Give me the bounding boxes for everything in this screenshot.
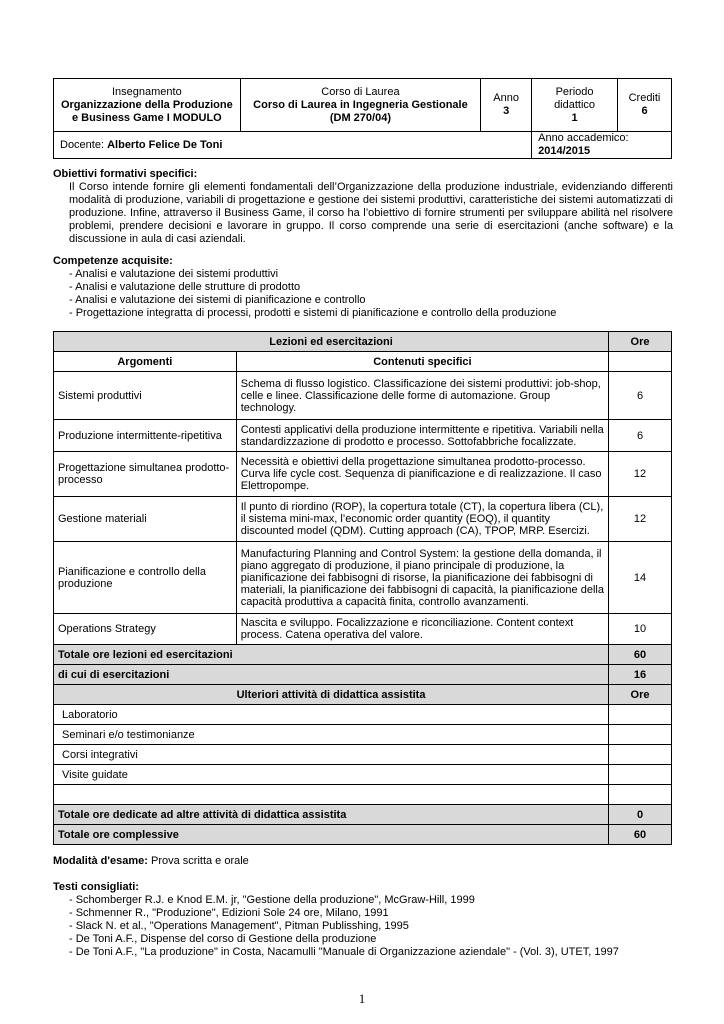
anno-accademico-label: Anno accademico: — [538, 132, 629, 144]
anno-value: 3 — [503, 105, 510, 117]
competenze-item: - Analisi e valutazione delle strutture di prodotto — [69, 281, 301, 293]
competenze-item: - Progettazione integratta di processi, prodotti e sistemi di pianificazione e controllo della produzione — [69, 307, 557, 319]
esame-label: Modalità d'esame: — [53, 855, 148, 867]
attivita-label: Visite guidate — [54, 765, 609, 785]
insegnamento-label: Insegnamento — [111, 85, 182, 98]
corso-value-line1: Corso di Laurea in Ingegneria Gestionale — [253, 98, 468, 111]
testi-section — [53, 881, 673, 959]
crediti-cell — [618, 79, 672, 132]
table-row — [54, 705, 672, 725]
testo-item: - Slack N. et al., "Operations Management", Pitman Publisshing, 1995 — [69, 920, 409, 932]
argomento-cell: Sistemi produttivi — [54, 372, 237, 420]
ulteriori-header-title: Ulteriori attività di didattica assistita — [54, 685, 609, 705]
table-row — [54, 452, 672, 497]
esame-section — [53, 855, 673, 868]
obiettivi-text: Il Corso intende fornire gli elementi fondamentali dell’Organizzazione della produzione industriale, evidenziando differenti modalità di produzione, variabili di progettazione e gestione dei sistemi produttivi, caratteristiche dei sistemi automatizzati di produzione. Infine, attraverso il Business Game, il corso ha l’obiettivo di fornire strumenti per sviluppare abilità nel risolvere problemi, prendere decisioni e lavorare in gruppo. Il corso comprende una serie di esercitazioni (anche software) e la discussione in aula di casi aziendali. — [69, 181, 673, 245]
table-row — [54, 497, 672, 542]
table-row — [54, 542, 672, 614]
periodo-label-line2: didattico — [554, 98, 596, 111]
contenuto-cell: Nascita e sviluppo. Focalizzazione e riconciliazione. Content context process. Catena operativa del valore. — [236, 614, 608, 645]
esame-value: Prova scritta e orale — [150, 855, 249, 867]
argomento-cell: Produzione intermittente-ripetitiva — [54, 420, 237, 452]
insegnamento-value-line1: Organizzazione della Produzione — [60, 98, 233, 111]
totale-complessive-row — [54, 825, 672, 845]
argomento-cell: Pianificazione e controllo della produzione — [54, 542, 237, 614]
anno-cell — [481, 79, 532, 132]
contenuto-cell: Manufacturing Planning and Control System: la gestione della domanda, il piano aggregato di produzione, il piano principale di produzione, la pianificazione dei fabbisogni di risorse, la pianificazione dei fabbisogni di materiali, la pianificazione dei fabbisogni di capacità, la pianificazione della capacità produttiva a capacità finita, controllo avanzamenti. — [236, 542, 608, 614]
competenze-section — [53, 255, 673, 320]
table-row — [54, 745, 672, 765]
col-contenuti: Contenuti specifici — [236, 352, 608, 372]
ore-cell: 10 — [609, 614, 672, 645]
lezioni-header-title: Lezioni ed esercitazioni — [54, 332, 609, 352]
competenze-item: - Analisi e valutazione dei sistemi produttivi — [69, 268, 279, 280]
totale-altre-row — [54, 805, 672, 825]
page-number: 1 — [358, 991, 366, 1006]
corso-value-line2: (DM 270/04) — [329, 111, 391, 124]
attivita-label: Seminari e/o testimonianze — [54, 725, 609, 745]
attivita-label: Laboratorio — [54, 705, 609, 725]
insegnamento-value-line2: e Business Game I MODULO — [71, 111, 222, 124]
contenuto-cell: Schema di flusso logistico. Classificazione dei sistemi produttivi: job-shop, celle e linee. Classificazione delle forme di automazione. Group technology. — [236, 372, 608, 420]
ore-cell: 12 — [609, 452, 672, 497]
docente-value: Alberto Felice De Toni — [107, 138, 223, 151]
competenze-title: Competenze acquisite: — [53, 255, 173, 267]
attivita-label — [54, 785, 609, 805]
totale-altre-value: 0 — [609, 805, 672, 825]
corso-label: Corso di Laurea — [321, 85, 400, 98]
anno-accademico-cell — [532, 132, 672, 159]
col-argomenti: Argomenti — [54, 352, 237, 372]
periodo-value: 1 — [571, 111, 578, 124]
ulteriori-header-row — [54, 685, 672, 705]
testo-item: - De Toni A.F., "La produzione" in Costa, Nacamulli "Manuale di Organizzazione aziendale" - (Vol. 3), UTET, 1997 — [69, 946, 619, 958]
esercitazioni-value: 16 — [609, 665, 672, 685]
totale-complessive-value: 60 — [609, 825, 672, 845]
argomento-cell: Operations Strategy — [54, 614, 237, 645]
competenze-item: - Analisi e valutazione dei sistemi di pianificazione e controllo — [69, 294, 366, 306]
docente-cell — [54, 132, 532, 159]
ore-cell: 12 — [609, 497, 672, 542]
periodo-label-line1: Periodo — [555, 85, 594, 98]
periodo-cell — [532, 79, 618, 132]
totale-lezioni-value: 60 — [609, 645, 672, 665]
obiettivi-section — [53, 168, 673, 246]
table-row — [54, 785, 672, 805]
contenuto-cell: Necessità e obiettivi della progettazione simultanea prodotto-processo. Curva life cycle cost. Sequenza di pianificazione e di realizzazione. Il caso Elettropompe. — [236, 452, 608, 497]
totale-altre-label: Totale ore dedicate ad altre attività di didattica assistita — [54, 805, 609, 825]
esercitazioni-row — [54, 665, 672, 685]
totale-lezioni-row — [54, 645, 672, 665]
argomento-cell: Gestione materiali — [54, 497, 237, 542]
ore-cell: 14 — [609, 542, 672, 614]
table-row — [54, 614, 672, 645]
corso-cell — [240, 79, 480, 132]
contenuto-cell: Contesti applicativi della produzione intermittente e ripetitiva. Variabili nella standardizzazione di prodotto e processo. Sottofabbriche focalizzate. — [236, 420, 608, 452]
anno-accademico-value: 2014/2015 — [538, 145, 591, 157]
attivita-label: Corsi integrativi — [54, 745, 609, 765]
totale-complessive-label: Totale ore complessive — [54, 825, 609, 845]
insegnamento-cell — [54, 79, 241, 132]
course-header-table — [53, 78, 672, 159]
contenuto-cell: Il punto di riordino (ROP), la copertura totale (CT), la copertura libera (CL), il sistema mini-max, l’economic order quantity (EOQ), il quantity discounted model (QDM). Cutting approach (CA), TPOP, MRP. Esercizi. — [236, 497, 608, 542]
testo-item: - De Toni A.F., Dispense del corso di Gestione della produzione — [69, 933, 377, 945]
crediti-value: 6 — [641, 105, 648, 117]
ore-cell: 6 — [609, 420, 672, 452]
totale-lezioni-label: Totale ore lezioni ed esercitazioni — [54, 645, 609, 665]
ore-cell: 6 — [609, 372, 672, 420]
lezioni-table — [53, 331, 672, 845]
anno-label: Anno — [493, 92, 519, 104]
table-row — [54, 420, 672, 452]
table-row — [54, 725, 672, 745]
argomento-cell: Progettazione simultanea prodotto-processo — [54, 452, 237, 497]
esercitazioni-label: di cui di esercitazioni — [54, 665, 609, 685]
obiettivi-title: Obiettivi formativi specifici: — [53, 168, 198, 180]
ulteriori-header-ore: Ore — [609, 685, 672, 705]
table-row — [54, 765, 672, 785]
docente-label: Docente: — [60, 138, 105, 151]
testi-title: Testi consigliati: — [53, 881, 139, 893]
testo-item: - Schmenner R., "Produzione", Edizioni Sole 24 ore, Milano, 1991 — [69, 907, 389, 919]
crediti-label: Crediti — [628, 92, 661, 104]
testo-item: - Schomberger R.J. e Knod E.M. jr, "Gestione della produzione", McGraw-Hill, 1999 — [69, 894, 475, 906]
table-row — [54, 372, 672, 420]
lezioni-header-ore: Ore — [609, 332, 672, 352]
